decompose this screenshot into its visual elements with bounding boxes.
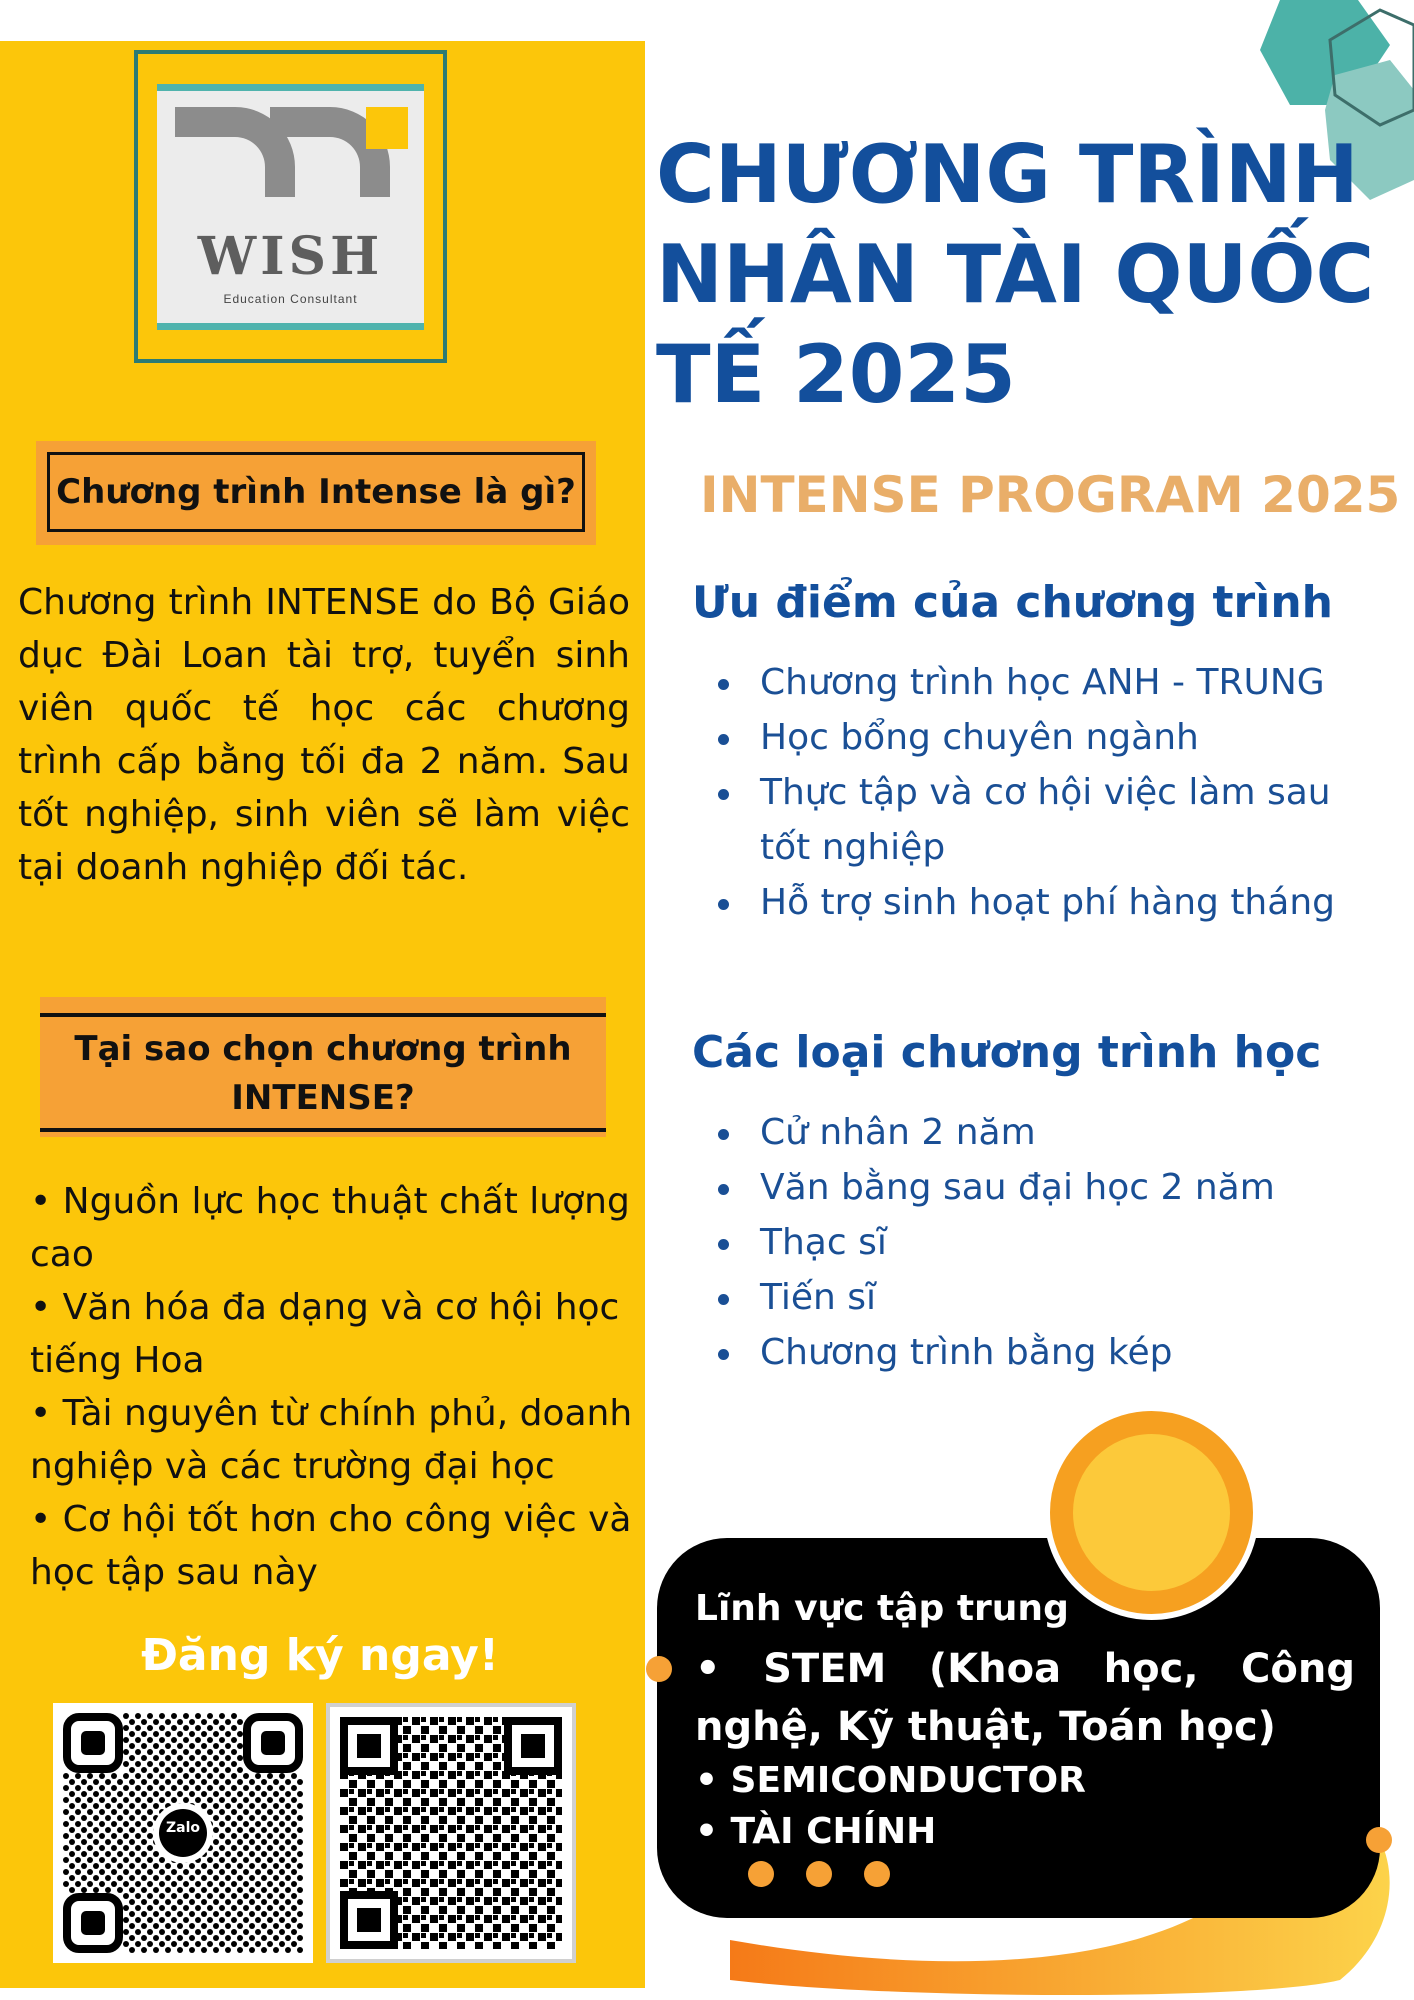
decor-dot	[748, 1861, 774, 1887]
program-types-heading: Các loại chương trình học	[692, 1027, 1322, 1078]
decor-dot	[806, 1861, 832, 1887]
list-item: • Cơ hội tốt hơn cho công việc và học tập sau này	[30, 1499, 632, 1593]
program-types-list	[710, 1105, 1370, 1380]
list-item: Văn bằng sau đại học 2 năm	[710, 1160, 1370, 1215]
list-item: Thạc sĩ	[710, 1215, 1370, 1270]
list-item: • Tài nguyên từ chính phủ, doanh nghiệp và các trường đại học	[30, 1393, 633, 1487]
logo-tagline: Education Consultant	[223, 292, 358, 306]
focus-item-stem: • STEM (Khoa học, Công nghệ, Kỹ thuật, Toán học)	[695, 1646, 1355, 1750]
wish-logo-mark-icon	[170, 105, 415, 200]
decor-dot	[646, 1656, 672, 1682]
decor-dot	[864, 1861, 890, 1887]
why-heading-rule-top	[40, 1013, 606, 1017]
qr-code-icon	[340, 1717, 562, 1949]
list-item: Hỗ trợ sinh hoạt phí hàng tháng	[710, 875, 1370, 930]
list-item: • Văn hóa đa dạng và cơ hội học tiếng Hoa	[30, 1287, 620, 1381]
list-item: Chương trình học ANH - TRUNG	[710, 655, 1370, 710]
focus-item-semiconductor: • SEMICONDUCTOR	[695, 1760, 1086, 1801]
page-title-line-3: TẾ 2025	[656, 328, 1016, 421]
advantages-list	[710, 655, 1370, 930]
list-item: Thực tập và cơ hội việc làm sau tốt nghiệp	[710, 765, 1370, 875]
what-is-body: Chương trình INTENSE do Bộ Giáo dục Đài Loan tài trợ, tuyển sinh viên quốc tế học các chương trình cấp bằng tối đa 2 năm. Sau tốt nghiệp, sinh viên sẽ làm việc tại doanh nghiệp đối tác.	[18, 582, 630, 888]
focus-item-finance: • TÀI CHÍNH	[695, 1811, 937, 1852]
zalo-badge: Zalo	[165, 1820, 200, 1836]
logo-wordmark: WISH	[197, 226, 384, 287]
coin-center	[1073, 1434, 1230, 1591]
list-item: Cử nhân 2 năm	[710, 1105, 1370, 1160]
page-title-line-1: CHƯƠNG TRÌNH	[656, 128, 1359, 221]
list-item: Tiến sĩ	[710, 1270, 1370, 1325]
advantages-heading: Ưu điểm của chương trình	[692, 577, 1333, 628]
page-title-line-2: NHÂN TÀI QUỐC	[656, 228, 1375, 321]
list-item: Học bổng chuyên ngành	[710, 710, 1370, 765]
why-list	[30, 1175, 648, 1599]
list-item: • Nguồn lực học thuật chất lượng cao	[30, 1181, 630, 1275]
what-is-heading: Chương trình Intense là gì?	[47, 452, 585, 532]
list-item: Chương trình bằng kép	[710, 1325, 1370, 1380]
decor-dot	[1366, 1827, 1392, 1853]
focus-areas-label: Lĩnh vực tập trung	[695, 1588, 1069, 1629]
page-subtitle: INTENSE PROGRAM 2025	[700, 466, 1401, 524]
why-heading-rule-bottom	[40, 1128, 606, 1132]
register-now-label: Đăng ký ngay!	[141, 1630, 499, 1681]
why-heading: Tại sao chọn chương trình INTENSE?	[74, 1029, 572, 1118]
